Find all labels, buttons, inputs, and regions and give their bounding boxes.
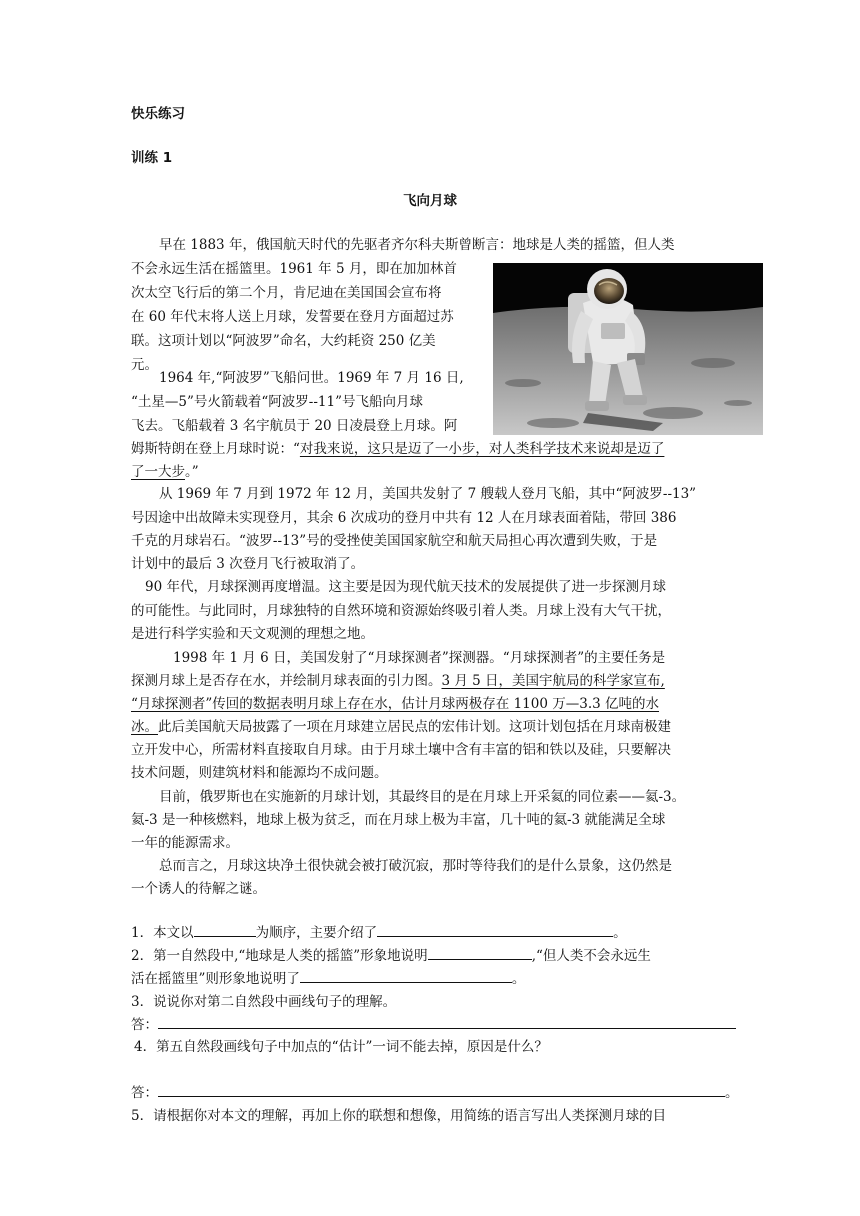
question-5: 5．请根据你对本文的理解，再加上你的联想和想像，用简练的语言写出人类探测月球的目 bbox=[131, 1108, 667, 1124]
p6-line-1: 目前，俄罗斯也在实施新的月球计划，其最终目的是在月球上开采氦的同位素——氦-3。 bbox=[159, 789, 686, 805]
p2-line-5-tail: 。” bbox=[185, 464, 199, 480]
question-2-text-d: 。 bbox=[511, 971, 526, 987]
p1-line-5: 联。这项计划以“阿波罗”命名，大约耗资 250 亿美 bbox=[131, 333, 436, 349]
exercise-heading: 训练 1 bbox=[131, 150, 173, 166]
question-1-blank-2[interactable] bbox=[377, 921, 613, 937]
p2-line-4-lead: 姆斯特朗在登上月球时说：“ bbox=[131, 441, 300, 457]
p7-line-2: 一个诱人的待解之谜。 bbox=[131, 881, 266, 897]
p1-line-6: 元。 bbox=[131, 357, 158, 373]
p4-line-2: 的可能性。与此同时，月球独特的自然环境和资源始终吸引着人类。月球上没有大气干扰， bbox=[131, 603, 671, 619]
p6-line-3: 一年的能源需求。 bbox=[131, 835, 239, 851]
p5-line-1: 1998 年 1 月 6 日，美国发射了“月球探测者”探测器。“月球探测者”的主要任务是 bbox=[173, 650, 666, 666]
p1-line-2: 不会永远生活在摇篮里。1961 年 5 月，即在加加林首 bbox=[131, 261, 457, 277]
question-1 bbox=[131, 921, 627, 945]
question-2-blank-2[interactable] bbox=[300, 967, 512, 983]
question-4: 4．第五自然段画线句子中加点的“估计”一词不能去掉，原因是什么？ bbox=[134, 1039, 548, 1055]
section-heading: 快乐练习 bbox=[131, 106, 185, 122]
question-1-blank-1[interactable] bbox=[194, 921, 256, 937]
p2-line-1: 1964 年,“阿波罗”飞船问世。1969 年 7 月 16 日, bbox=[159, 370, 464, 386]
p3-line-2: 号因途中出故障未实现登月，其余 6 次成功的登月中共有 12 人在月球表面着陆，带回 386 bbox=[131, 510, 677, 526]
answer-4-line bbox=[131, 1081, 739, 1105]
water-estimate-end-underlined: 冰。 bbox=[131, 719, 158, 735]
p1-line-1: 早在 1883 年，俄国航天时代的先驱者齐尔科夫斯曾断言：地球是人类的摇篮，但人类 bbox=[159, 237, 675, 253]
question-3: 3．说说你对第二自然段中画线句子的理解。 bbox=[131, 994, 397, 1010]
question-1-text-c: 。 bbox=[613, 925, 627, 941]
p2-line-2: “土星—5”号火箭载着“阿波罗--11”号飞船向月球 bbox=[131, 394, 423, 410]
p5-line-4-tail: 此后美国航天局披露了一项在月球建立居民点的宏伟计划。这项计划包括在月球南极建 bbox=[158, 719, 671, 735]
question-2-text-a: 2．第一自然段中,“地球是人类的摇篮”形象地说明 bbox=[131, 948, 428, 964]
article-title: 飞向月球 bbox=[403, 193, 457, 209]
p5-line-2-lead: 探测月球上是否存在水，并绘制月球表面的引力图。 bbox=[131, 673, 442, 689]
p2-line-4 bbox=[131, 437, 664, 461]
p5-line-5: 立开发中心，所需材料直接取自月球。由于月球土壤中含有丰富的铝和铁以及硅，只要解决 bbox=[131, 742, 671, 758]
p1-line-3: 次太空飞行后的第二个月，肯尼迪在美国国会宣布将 bbox=[131, 285, 442, 301]
answer-4-label: 答： bbox=[131, 1085, 158, 1101]
question-1-text-a: 1．本文以 bbox=[131, 925, 194, 941]
p4-line-3: 是进行科学实验和天文观测的理想之地。 bbox=[131, 626, 374, 642]
p5-line-2 bbox=[131, 669, 665, 693]
astronaut-photo bbox=[493, 263, 763, 435]
answer-3-line bbox=[131, 1013, 736, 1037]
p2-line-3: 飞去。飞船载着 3 名宇航员于 20 日凌晨登上月球。阿 bbox=[131, 418, 458, 434]
p3-line-4: 计划中的最后 3 次登月飞行被取消了。 bbox=[131, 556, 365, 572]
p7-line-1: 总而言之，月球这块净土很快就会被打破沉寂，那时等待我们的是什么景象，这仍然是 bbox=[159, 858, 672, 874]
question-2-text-c: 活在摇篮里”则形象地说明了 bbox=[131, 971, 300, 987]
armstrong-quote-underlined: 对我来说，这只是迈了一小步，对人类科学技术来说却是迈了 bbox=[299, 441, 665, 457]
answer-4-end: 。 bbox=[725, 1085, 739, 1101]
question-2-blank-1[interactable] bbox=[428, 944, 532, 960]
p3-line-1: 从 1969 年 7 月到 1972 年 12 月，美国共发射了 7 艘载人登月飞船，其中“阿波罗--13” bbox=[159, 486, 697, 502]
p5-line-6: 技术问题，则建筑材料和能源均不成问题。 bbox=[131, 765, 388, 781]
answer-4-blank[interactable] bbox=[158, 1081, 725, 1097]
question-2-line-1 bbox=[131, 944, 651, 968]
p4-line-1: 90 年代，月球探测再度增温。这主要是因为现代航天技术的发展提供了进一步探测月球 bbox=[145, 579, 666, 595]
p6-line-2: 氦-3 是一种核燃料，地球上极为贫乏，而在月球上极为丰富，几十吨的氦-3 就能满足全球 bbox=[131, 812, 666, 828]
p3-line-3: 千克的月球岩石。“波罗--13”号的受挫使美国国家航空和航天局担心再次遭到失败，于是 bbox=[131, 533, 658, 549]
question-1-text-b: 为顺序，主要介绍了 bbox=[255, 925, 378, 941]
p2-line-5 bbox=[131, 460, 199, 484]
answer-3-blank[interactable] bbox=[158, 1013, 736, 1029]
p1-line-4: 在 60 年代末将人送上月球，发誓要在登月方面超过苏 bbox=[131, 309, 454, 325]
water-estimate-underlined: “月球探测者”传回的数据表明月球上存在水，估计月球两极存在 1100 万—3.3 亿吨的水 bbox=[131, 696, 660, 712]
nasa-announcement-underlined: 3 月 5 日，美国宇航局的科学家宣布, bbox=[441, 673, 665, 689]
question-2-text-b: ,“但人类不会永远生 bbox=[531, 948, 651, 964]
armstrong-quote-end-underlined: 了一大步 bbox=[131, 464, 185, 480]
answer-3-label: 答： bbox=[131, 1017, 158, 1033]
question-2-line-2 bbox=[131, 967, 525, 991]
astronaut-on-moon-icon bbox=[493, 263, 763, 435]
p5-line-4 bbox=[131, 715, 671, 739]
